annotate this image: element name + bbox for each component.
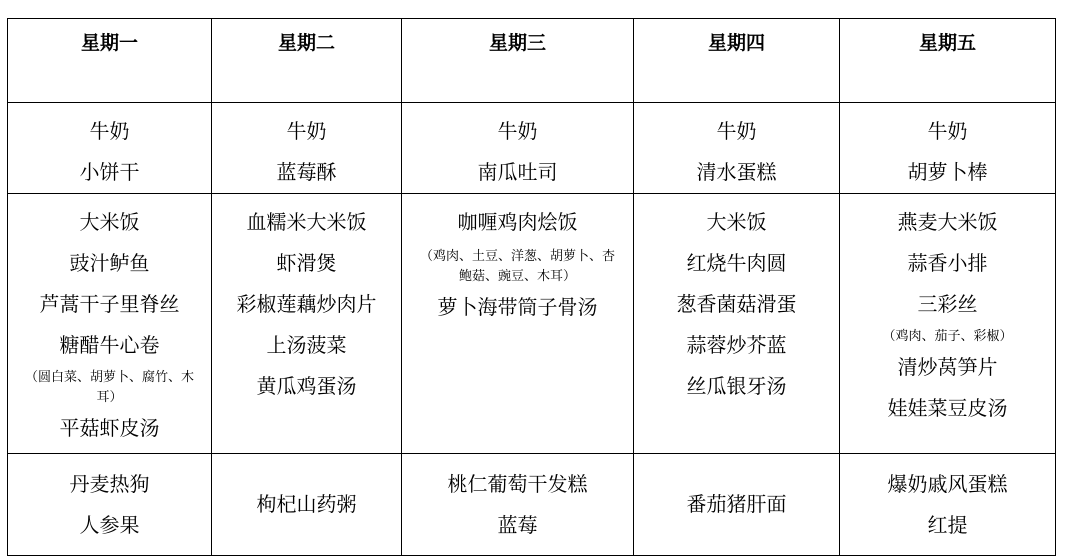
lunch-cell-friday <box>840 194 1056 454</box>
menu-item: 牛奶 <box>286 119 327 143</box>
menu-item: 燕麦大米饭 <box>897 210 998 234</box>
menu-item: 萝卜海带筒子骨汤 <box>437 295 598 319</box>
menu-item: 红提 <box>927 512 968 537</box>
lunch-cell-wednesday <box>402 194 634 454</box>
weekly-menu-table <box>7 18 1056 556</box>
menu-item: 桃仁葡萄干发糕 <box>447 471 588 496</box>
weekday-label: 星期四 <box>707 32 765 54</box>
lunch-row <box>8 194 1056 454</box>
menu-item: 芦蒿干子里脊丝 <box>39 292 180 316</box>
weekday-label: 星期二 <box>277 32 335 54</box>
header-cell-thursday <box>634 19 840 103</box>
snack-cell-friday <box>840 454 1056 556</box>
menu-item: 清炒莴笋片 <box>897 355 998 379</box>
menu-item: 清水蛋糕 <box>696 160 777 184</box>
lunch-cell-monday <box>8 194 212 454</box>
menu-item: 娃娃菜豆皮汤 <box>887 396 1008 420</box>
lunch-cell-thursday <box>634 194 840 454</box>
menu-item: 血糯米大米饭 <box>246 210 367 234</box>
menu-item: 豉汁鲈鱼 <box>69 251 150 275</box>
menu-item: 平菇虾皮汤 <box>59 416 160 440</box>
menu-item: 红烧牛肉圆 <box>686 251 787 275</box>
menu-item: 人参果 <box>79 512 140 537</box>
menu-item: 枸杞山药粥 <box>256 492 357 516</box>
menu-item: 番茄猪肝面 <box>686 492 787 516</box>
menu-item: 黄瓜鸡蛋汤 <box>256 374 357 398</box>
header-cell-friday <box>840 19 1056 103</box>
weekday-label: 星期一 <box>80 32 138 54</box>
menu-item: 蓝莓 <box>497 512 538 537</box>
menu-item: 牛奶 <box>927 119 968 143</box>
menu-item: 牛奶 <box>716 119 757 143</box>
header-cell-wednesday <box>402 19 634 103</box>
menu-item: 丹麦热狗 <box>69 471 150 496</box>
menu-item: 大米饭 <box>79 210 140 234</box>
menu-item: 咖喱鸡肉烩饭 <box>457 210 578 234</box>
lunch-cell-tuesday <box>212 194 402 454</box>
ingredient-note: （鸡肉、茄子、彩椒） <box>882 329 1013 344</box>
menu-item: 爆奶戚风蛋糕 <box>887 471 1008 496</box>
menu-item: 三彩丝 <box>917 292 978 316</box>
menu-item: 彩椒莲藕炒肉片 <box>236 292 377 316</box>
menu-item: 上汤菠菜 <box>266 333 347 357</box>
menu-item: 葱香菌菇滑蛋 <box>676 292 797 316</box>
snack-cell-tuesday <box>212 454 402 556</box>
header-cell-monday <box>8 19 212 103</box>
menu-item: 南瓜吐司 <box>477 160 558 184</box>
snack-cell-monday <box>8 454 212 556</box>
breakfast-cell-monday <box>8 103 212 194</box>
menu-item: 蒜蓉炒芥蓝 <box>686 333 787 357</box>
breakfast-cell-wednesday <box>402 103 634 194</box>
snack-cell-wednesday <box>402 454 634 556</box>
menu-item: 虾滑煲 <box>276 251 337 275</box>
menu-item: 大米饭 <box>706 210 767 234</box>
breakfast-cell-tuesday <box>212 103 402 194</box>
menu-item: 胡萝卜棒 <box>907 160 988 184</box>
menu-item: 小饼干 <box>79 160 140 184</box>
menu-item: 蒜香小排 <box>907 251 988 275</box>
menu-item: 丝瓜银牙汤 <box>686 374 787 398</box>
menu-item: 糖醋牛心卷 <box>59 333 160 357</box>
ingredient-note: （鸡肉、土豆、洋葱、胡萝卜、杏鲍菇、豌豆、木耳） <box>419 249 615 284</box>
weekday-label: 星期五 <box>918 32 976 54</box>
weekday-header-row <box>8 19 1056 103</box>
menu-item: 牛奶 <box>89 119 130 143</box>
breakfast-cell-friday <box>840 103 1056 194</box>
menu-item: 蓝莓酥 <box>276 160 337 184</box>
breakfast-row <box>8 103 1056 194</box>
ingredient-note: （圆白菜、胡萝卜、腐竹、木耳） <box>24 370 194 405</box>
breakfast-cell-thursday <box>634 103 840 194</box>
snack-row <box>8 454 1056 556</box>
menu-item: 牛奶 <box>497 119 538 143</box>
weekday-label: 星期三 <box>488 32 546 54</box>
header-cell-tuesday <box>212 19 402 103</box>
snack-cell-thursday <box>634 454 840 556</box>
